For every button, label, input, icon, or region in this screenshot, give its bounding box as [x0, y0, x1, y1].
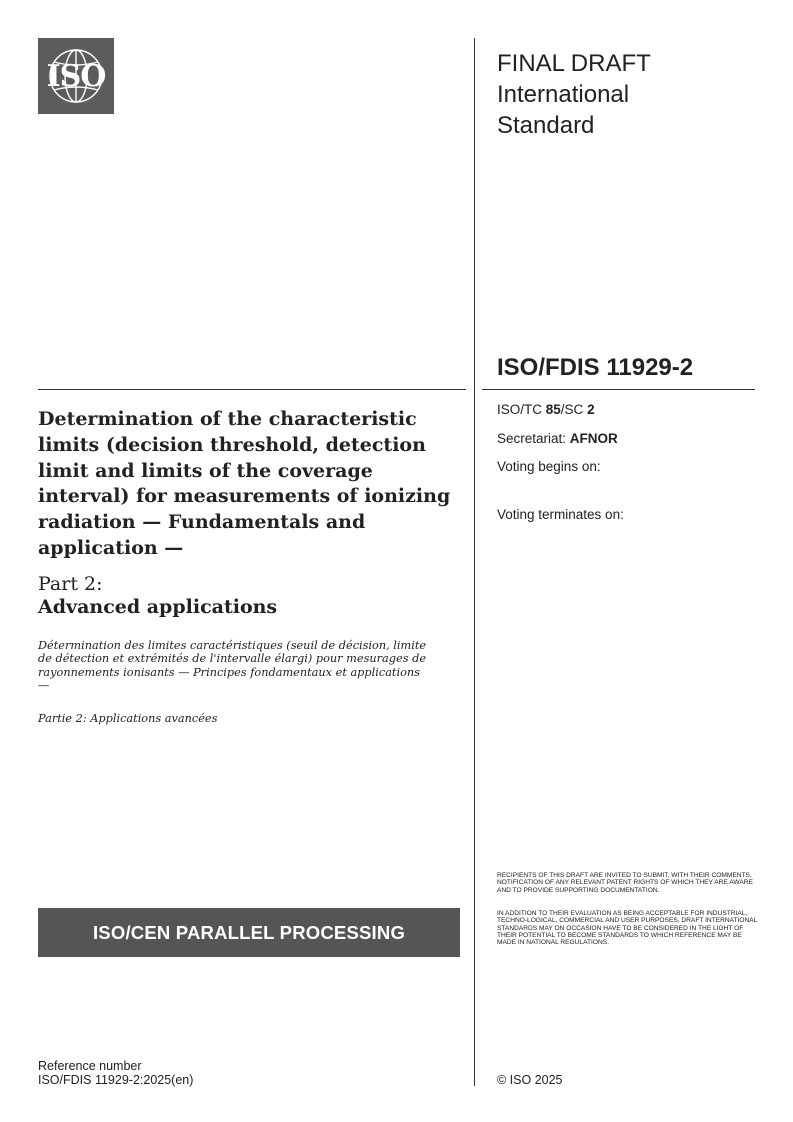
committee: [497, 402, 595, 417]
part-label: Part 2:: [38, 573, 103, 595]
notice-paragraph-2: IN ADDITION TO THEIR EVALUATION AS BEING ACCEPTABLE FOR INDUSTRIAL, TECHNO-LOGICAL, COMMERCIAL AND USER PURPOSES, DRAFT INTERNATIONAL STANDARDS MAY ON OCCASION HAVE TO BE CONSIDERED IN THE LIGHT OF THEIR POTENTIAL TO BECOME STANDARDS TO WHICH REFERENCE MAY BE MADE IN NATIONAL REGULATIONS.: [497, 910, 758, 947]
secretariat: [497, 431, 618, 446]
iso-logo-text: ISO: [46, 58, 106, 94]
copyright: © ISO 2025: [497, 1073, 563, 1087]
document-stage: [497, 48, 757, 141]
committee-prefix: ISO/TC: [497, 402, 546, 417]
sc-prefix: /SC: [560, 402, 588, 417]
notice-paragraph-1: RECIPIENTS OF THIS DRAFT ARE INVITED TO SUBMIT, WITH THEIR COMMENTS, NOTIFICATION OF ANY RELEVANT PATENT RIGHTS OF WHICH THEY ARE AWARE AND TO PROVIDE SUPPORTING DOCUMENTATION.: [497, 872, 753, 894]
right-horizontal-divider: [482, 389, 755, 390]
parallel-processing-banner: [38, 908, 460, 957]
left-horizontal-divider: [38, 389, 466, 390]
secretariat-value: AFNOR: [569, 431, 618, 446]
reference-number-value: ISO/FDIS 11929-2:2025(en): [38, 1073, 194, 1087]
iso-logo: [38, 38, 114, 114]
vertical-divider: [474, 38, 475, 1086]
stage-line-3: Standard: [497, 112, 595, 139]
sc-number: 2: [587, 402, 595, 417]
banner-text: ISO/CEN PARALLEL PROCESSING: [92, 921, 406, 943]
stage-line-1: FINAL DRAFT: [497, 50, 651, 77]
english-title: Determination of the characteristic limits (decision threshold, detection limit and limits of the coverage interval) for measurements of ionizing radiation — Fundamentals and application —: [38, 408, 451, 559]
part-title: Advanced applications: [38, 596, 278, 618]
secretariat-label: Secretariat:: [497, 431, 570, 446]
french-part-title: Partie 2: Applications avancées: [38, 712, 218, 725]
voting-begins-label: Voting begins on:: [497, 459, 601, 474]
tc-number: 85: [545, 402, 561, 417]
reference-number-label: Reference number: [38, 1059, 142, 1073]
french-title: Détermination des limites caractéristiques (seuil de décision, limite de détection et extrémités de l'intervalle élargi) pour mesurages de rayonnements ionisants — Principes fondamentaux et applications —: [38, 639, 427, 692]
voting-terminates-label: Voting terminates on:: [497, 507, 624, 522]
document-number: ISO/FDIS 11929-2: [497, 354, 694, 381]
stage-line-2: International: [497, 81, 630, 108]
